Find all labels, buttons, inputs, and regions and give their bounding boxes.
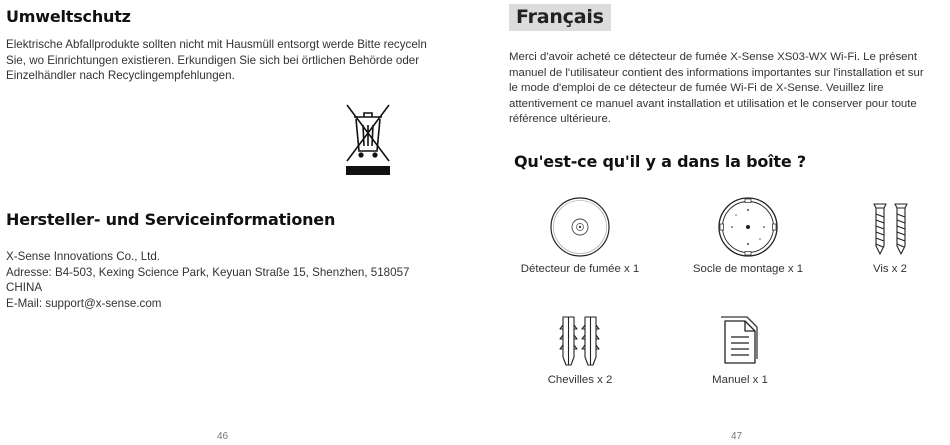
item-label: Chevilles x 2 bbox=[547, 374, 613, 386]
umweltschutz-heading: Umweltschutz bbox=[6, 7, 131, 26]
box-item-mounting-base bbox=[668, 196, 828, 275]
right-page bbox=[475, 0, 950, 445]
item-label: Socle de montage x 1 bbox=[692, 263, 804, 275]
company-country: CHINA bbox=[6, 281, 43, 294]
item-label: Détecteur de fumée x 1 bbox=[520, 263, 640, 275]
company-email: E-Mail: support@x-sense.com bbox=[6, 296, 162, 310]
box-item-manual bbox=[685, 313, 795, 386]
hersteller-heading: Hersteller- und Serviceinformationen bbox=[6, 210, 336, 229]
weee-crossed-bin-icon bbox=[345, 97, 391, 177]
item-label: Manuel x 1 bbox=[712, 374, 768, 386]
smoke-detector-icon bbox=[549, 196, 611, 258]
hersteller-contact-block bbox=[6, 249, 446, 311]
item-label: Vis x 2 bbox=[873, 263, 907, 275]
box-item-wall-anchors bbox=[530, 313, 630, 386]
manual-icon bbox=[717, 313, 763, 369]
mounting-base-icon bbox=[717, 196, 779, 258]
company-name: X-Sense Innovations Co., Ltd. bbox=[6, 250, 161, 263]
box-item-detector bbox=[505, 196, 655, 275]
box-item-screws bbox=[850, 196, 930, 275]
page-number-right: 47 bbox=[731, 431, 743, 442]
francais-intro-paragraph: Merci d'avoir acheté ce détecteur de fumée X-Sense XS03-WX Wi-Fi. Le présent manuel de l'utilisateur contient des informations importantes sur l'installation et sur le mode d'emploi de ce détecteur de fumée Wi-Fi de X-Sense. Veuillez lire attentivement ce manuel avant installation et utilisation et le conserver pour toute référence ultérieure. bbox=[509, 51, 924, 125]
box-contents-heading: Qu'est-ce qu'il y a dans la boîte ? bbox=[514, 152, 806, 171]
page-number-left: 46 bbox=[217, 431, 229, 442]
company-address: Adresse: B4-503, Kexing Science Park, Keyuan Straße 15, Shenzhen, 518057 bbox=[6, 265, 410, 279]
wall-anchors-icon bbox=[557, 313, 603, 369]
screws-icon bbox=[868, 196, 912, 258]
francais-heading: Français bbox=[509, 4, 611, 31]
umweltschutz-paragraph: Elektrische Abfallprodukte sollten nicht mit Hausmüll entsorgt werde Bitte recyceln Sie, wo Einrichtungen existieren. Erkundigen Sie sich bei örtlichen Behörde oder Einzelhändler nach Recyclingempfehlungen. bbox=[6, 38, 427, 82]
